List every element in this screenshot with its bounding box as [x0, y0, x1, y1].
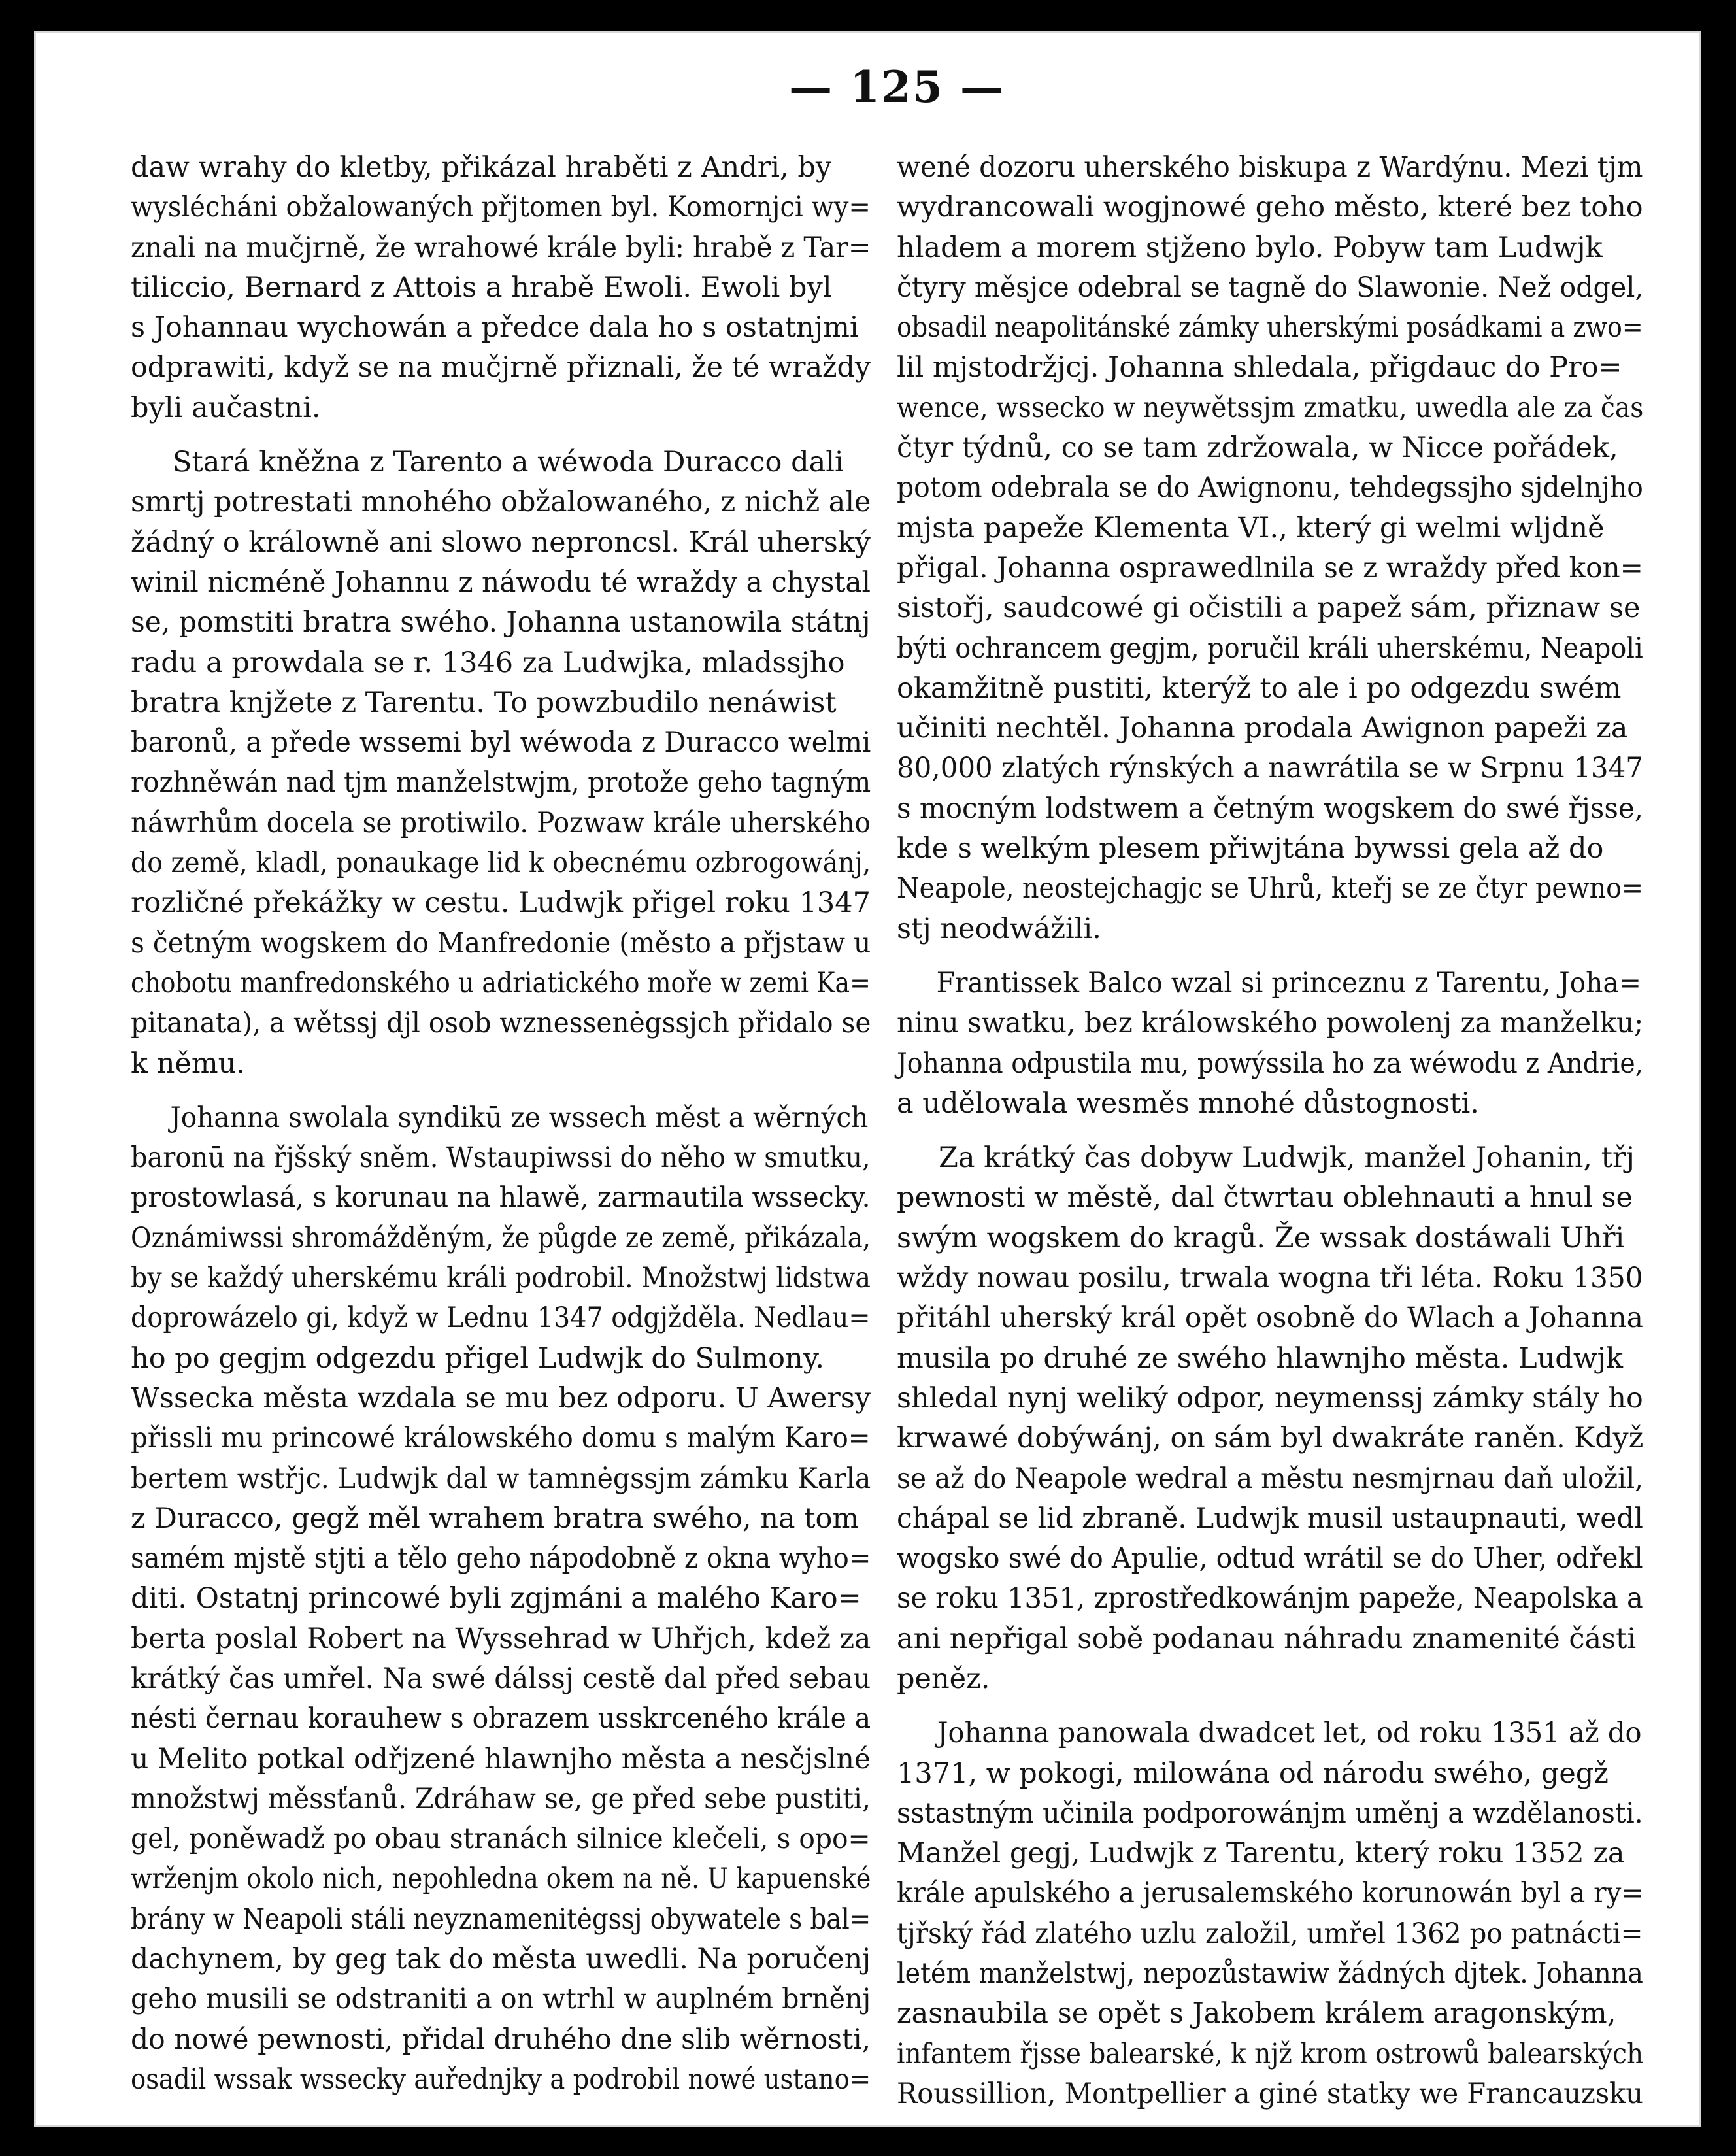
text-line: dachynem, by geg tak do města uwedli. Na poručenj — [131, 1943, 871, 1976]
text-line: krwawé dobýwánj, on sám byl dwakráte raněn. Když — [897, 1422, 1644, 1455]
text-line: letém manželstwj, nepozůstawiw žádných djtek. Johanna — [897, 1957, 1643, 1991]
text-line: wogsko swé do Apulie, odtud wrátil se do Uher, odřekl — [897, 1542, 1643, 1575]
text-line: tiliccio, Bernard z Attois a hrabě Ewoli. Ewoli byl — [131, 271, 832, 304]
text-line: chápal se lid zbraně. Ludwjk musil ustaupnauti, wedl — [897, 1502, 1643, 1535]
text-line: baronů, a přede wssemi byl wéwoda z Duracco welmi — [131, 726, 871, 760]
text-line: obsadil neapolitánské zámky uherskými posádkami a zwo= — [897, 311, 1643, 345]
text-line: Wssecka města wzdala se mu bez odporu. U Awersy — [131, 1381, 871, 1415]
text-line: Johanna swolala syndikū ze wssech měst a wěrných — [170, 1101, 869, 1134]
paragraph-gap — [897, 949, 1643, 964]
text-line: Johanna odpustila mu, powýssila ho za wéwodu z Andrie, — [897, 1047, 1644, 1080]
text-line: Za krátký čas dobyw Ludwjk, manžel Johanin, třj — [939, 1141, 1635, 1175]
text-line: s četným wogskem do Manfredonie (město a přjstaw u — [131, 926, 871, 960]
text-line: znali na mučjrně, že wrahowé krále byli: hrabě z Tar= — [131, 231, 871, 264]
text-line: musila po druhé ze swého hlawnjho města. Ludwjk — [897, 1341, 1624, 1375]
text-line: Johanna panowala dwadcet let, od roku 1351 až do — [937, 1717, 1642, 1750]
text-line: Frantissek Balco wzal si princeznu z Tarentu, Joha= — [936, 966, 1641, 1000]
text-line: infantem řjsse balearské, k njž krom ostrowů balearských — [897, 2037, 1644, 2070]
text-line: daw wrahy do kletby, přikázal hraběti z Andri, by — [131, 151, 832, 184]
text-line: 80,000 zlatých rýnských a nawrátila se w Srpnu 1347 — [897, 752, 1643, 785]
text-line: bertem wstřjc. Ludwjk dal w tamnėgssjm zámku Karla — [131, 1462, 871, 1495]
text-line: z Duracco, gegž měl wrahem bratra swého, na tom — [131, 1502, 860, 1535]
text-line: do země, kladl, ponaukage lid k obecnému ozbrogowánj, — [131, 847, 871, 880]
text-line: a udělowala wesměs mnohé důstognosti. — [897, 1086, 1479, 1120]
text-line: se, pomstiti bratra swého. Johanna ustanowila státnj — [131, 606, 871, 639]
paragraph-gap — [131, 428, 871, 443]
text-line: zasnaubila se opět s Jakobem králem aragonským, — [897, 1997, 1616, 2030]
text-line: stj neodwážili. — [897, 912, 1101, 945]
text-line: brány w Neapoli stáli neyznamenitėgssj obywatele s bal= — [131, 1902, 871, 1936]
text-line: shledal nynj weliký odpor, neymenssj zámky stály ho — [897, 1381, 1643, 1415]
text-line: wené dozoru uherského biskupa z Wardýnu. Mezi tjm — [897, 151, 1643, 184]
text-line: odprawiti, když se na mučjrně přiznali, že té wraždy — [131, 351, 871, 384]
text-line: 1371, w pokogi, milowána od národu swého, gegž — [897, 1757, 1609, 1790]
text-line: se roku 1351, zprostředkowánjm papeže, Neapolska a — [897, 1582, 1643, 1615]
text-line: kde s welkým plesem přiwjtána bywssi gela až do — [897, 832, 1604, 866]
text-line: tjřský řád zlatého uzlu založil, umřel 1362 po patnácti= — [897, 1917, 1643, 1950]
text-line: lil mjstodržjcj. Johanna shledala, přigdauc do Pro= — [897, 351, 1622, 384]
text-line: prostowlasá, s korunau na hlawě, zarmautila wssecky. — [131, 1181, 871, 1215]
text-line: čtyr týdnů, co se tam zdržowala, w Nicce pořádek, — [897, 431, 1618, 465]
text-line: krátký čas umřel. Na swé dálssj cestě dal před sebau — [131, 1662, 871, 1695]
text-line: rozličné překážky w cestu. Ludwjk přigel roku 1347 — [131, 886, 871, 920]
text-line: potom odebrala se do Awignonu, tehdegssjho sjdelnjho — [897, 471, 1643, 505]
text-line: přissli mu princowé králowského domu s malým Karo= — [131, 1422, 871, 1455]
text-line: wždy nowau posilu, trwala wogna tři léta. Roku 1350 — [897, 1262, 1643, 1295]
text-line: ninu swatku, bez králowského powolenj za manželku; — [897, 1007, 1644, 1040]
text-line: osadil wssak wssecky auřednjky a podrobil nowé ustano= — [131, 2063, 871, 2096]
text-line: Roussillion, Montpellier a giné statky we Francauzsku — [897, 2077, 1643, 2110]
text-line: s Johannau wychowán a předce dala ho s ostatnjmi — [131, 311, 859, 345]
text-line: radu a prowdala se r. 1346 za Ludwjka, mladssjho — [131, 646, 845, 679]
text-line: u Melito potkal odřjzené hlawnjho města a nesčjslné — [131, 1742, 871, 1776]
text-line: diti. Ostatnj princowé byli zgjmáni a malého Karo= — [131, 1582, 861, 1615]
text-line: se až do Neapole wedral a městu nesmjrnau daň uložil, — [897, 1462, 1644, 1495]
text-line: ani nepřigal sobě podanau náhradu znamenité části — [897, 1622, 1637, 1655]
text-line: geho musili se odstraniti a on wtrhl w auplném brněnj — [131, 1983, 871, 2016]
text-line: smrtj potrestati mnohého obžalowaného, z nichž ale — [131, 486, 871, 519]
page-number: — 125 — — [789, 61, 1005, 112]
text-line: chobotu manfredonského u adriatického moře w zemi Ka= — [131, 966, 871, 1000]
text-line: býti ochrancem gegjm, poručil králi uherskému, Neapoli — [897, 632, 1643, 665]
paragraph-gap — [897, 1124, 1643, 1138]
text-line: rozhněwán nad tjm manželstwjm, protože geho tagným — [131, 766, 871, 800]
text-line: ho po gegjm odgezdu přigel Ludwjk do Sulmony. — [131, 1341, 824, 1375]
text-line: množstwj měssťanů. Zdráhaw se, ge před sebe pustiti, — [131, 1782, 871, 1815]
text-line: žádný o králowně ani slowo neproncsl. Král uherský — [131, 526, 871, 559]
text-line: Oznámiwssi shromážděným, že půgde ze země, přikázala, — [131, 1221, 871, 1255]
text-line: nésti černau korauhew s obrazem usskrceného krále a — [131, 1702, 871, 1736]
text-line: swým wogskem do kragů. Že wssak dostáwali Uhři — [897, 1221, 1625, 1255]
text-line: přitáhl uherský král opět osobně do Wlach a Johanna — [897, 1302, 1643, 1335]
text-line: sstastným učinila podporowánjm uměnj a wzdělanosti. — [897, 1796, 1643, 1830]
text-line: Stará kněžna z Tarento a wéwoda Duracco dali — [173, 446, 844, 479]
text-line: peněz. — [897, 1662, 990, 1695]
text-line: pewnosti w městě, dal čtwrtau oblehnauti a hnul se — [897, 1181, 1633, 1215]
text-line: byli aučastni. — [131, 391, 321, 424]
text-line: samém mjstě stjti a tělo geho nápodobně z okna wyho= — [131, 1542, 871, 1575]
text-line: okamžitně pustiti, kterýž to ale i po odgezdu swém — [897, 671, 1622, 705]
text-line: bratra knjžete z Tarentu. To powzbudilo nenáwist — [131, 686, 837, 719]
book-page — [34, 31, 1701, 2127]
text-line: s mocným lodstwem a četným wogskem do swé řjsse, — [897, 792, 1644, 825]
text-line: by se každý uherskému králi podrobil. Množstwj lidstwa — [131, 1262, 871, 1295]
left-text-column — [131, 148, 871, 2100]
text-line: berta poslal Robert na Wyssehrad w Uhřjch, kdež za — [131, 1622, 871, 1655]
text-line: gel, poněwadž po obau stranách silnice klečeli, s opo= — [131, 1823, 871, 1856]
text-line: doprowázelo gi, když w Lednu 1347 odgjžděla. Nedlau= — [131, 1302, 871, 1335]
text-line: Manžel gegj, Ludwjk z Tarentu, který roku 1352 za — [897, 1837, 1625, 1870]
text-line: přigal. Johanna osprawedlnila se z wraždy před kon= — [897, 551, 1643, 584]
text-line: učiniti nechtěl. Johanna prodala Awignon papeži za — [897, 712, 1628, 745]
text-line: wyslécháni obžalowaných přjtomen byl. Komornjci wy= — [131, 191, 871, 224]
text-line: mjsta papeže Klementa VI., který gi welmi wljdně — [897, 511, 1605, 545]
text-line: k němu. — [131, 1047, 246, 1080]
text-line: Neapole, neostejchagjc se Uhrů, kteřj se ze čtyr pewno= — [897, 872, 1644, 905]
text-line: baronū na řjšský sněm. Wstaupiwssi do něho w smutku, — [131, 1141, 871, 1175]
text-line: sistořj, saudcowé gi očistili a papež sám, přiznaw se — [897, 592, 1641, 625]
text-line: wence, wssecko w neywětssjm zmatku, uwedla ale za čas — [897, 391, 1644, 424]
paragraph-gap — [131, 1084, 871, 1098]
right-text-column — [897, 148, 1643, 2114]
text-line: pitanata), a wětssj djl osob wznessenėgssjch přidalo se — [131, 1007, 871, 1040]
text-line: krále apulského a jerusalemského korunowán byl a ry= — [897, 1877, 1644, 1910]
paragraph-gap — [897, 1699, 1643, 1713]
text-line: winil nicméně Johannu z náwodu té wraždy a chystal — [131, 565, 871, 599]
text-line: čtyry měsjce odebral se tagně do Slawonie. Než odgel, — [897, 271, 1644, 304]
text-line: do nowé pewnosti, přidal druhého dne slib wěrnosti, — [131, 2023, 871, 2056]
text-line: wrženjm okolo nich, nepohledna okem na ně. U kapuenské — [131, 1862, 871, 1896]
text-line: wydrancowali wogjnowé geho město, které bez toho — [897, 191, 1643, 224]
text-line: hladem a morem stjženo bylo. Pobyw tam Ludwjk — [897, 231, 1603, 264]
text-line: náwrhům docela se protiwilo. Pozwaw krále uherského — [131, 806, 871, 839]
